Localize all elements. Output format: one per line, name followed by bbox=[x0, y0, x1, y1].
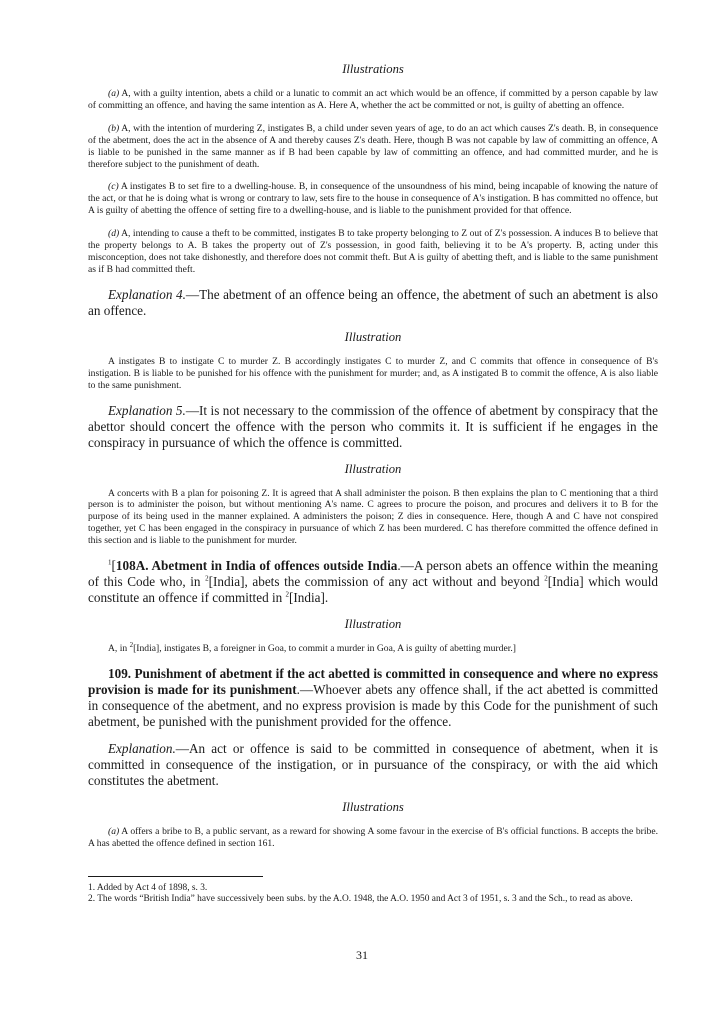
bracket: [ bbox=[111, 558, 116, 574]
explanation-text: —The abetment of an offence being an offence, the abetment of such an abetment is also an offence. bbox=[88, 286, 658, 318]
footnote-divider bbox=[88, 876, 263, 877]
illustration-a bbox=[88, 88, 658, 112]
illustration-label: (c) bbox=[108, 181, 119, 193]
explanation-5 bbox=[88, 403, 658, 451]
illustration-heading: Illustration bbox=[344, 329, 402, 344]
illustrations-heading: Illustrations bbox=[342, 62, 404, 76]
illustration-explanation-5: A concerts with B a plan for poisoning Z. It is agreed that A shall administer the poison. B then explains the plan to C mentioning that a third person is to administer the poison, but without mentioning A's name. C agrees to procure the poison, and procures and delivers it to B for the purpose of its being used in the manner explained. A administers the poison; Z dies in consequence. Here, though A and C have not conspired together, yet C has been engaged in the conspiracy in pursuance of which Z has been murdered. C has therefore committed the offence defined in this section and is liable to the punishment for murder. bbox=[88, 487, 658, 547]
footnote-1: 1. Added by Act 4 of 1898, s. 3. bbox=[88, 882, 208, 893]
footnote-marker: 2 bbox=[544, 574, 548, 583]
illustration-text: A instigates B to set fire to a dwelling-house. B, in consequence of the unsoundness of his mind, being incapable of knowing the nature of the act, or that he is doing what is wrong or contrary to law, sets fire to the house in consequence of A's instigation. B has committed no offence, but A is guilty of abetting the offence of setting fire to a dwelling-house, and is liable to the punishment provided for that offence. bbox=[88, 181, 658, 217]
illustration-text: [India], instigates B, a foreigner in Goa, to commit a murder in Goa, A is guilty of abetting murder.] bbox=[133, 643, 516, 655]
explanation-text: —It is not necessary to the commission of the offence of abetment by conspiracy that the abettor should concert the offence with the person who commits it. It is sufficient if he engages in the conspiracy in pursuance of which the offence is committed. bbox=[88, 402, 658, 450]
illustration-text: A, with the intention of murdering Z, instigates B, a child under seven years of age, to do an act which causes Z's death. B, in consequence of the abetment, does the act in the absence of A and thereby causes Z's death. Here, though B was not capable by law of committing an offence, A is liable to be punished in the same manner as if B had been capable by law of committing an offence, and had committed murder, and he is therefore subject to the punishment of death. bbox=[88, 122, 658, 170]
illustration-b bbox=[88, 123, 658, 171]
footnote-2: 2. The words “British India” have successively been subs. by the A.O. 1948, the A.O. 1950 and Act 3 of 1951, s. 3 and the Sch., to read as above. bbox=[88, 894, 633, 905]
footnote-marker: 2 bbox=[129, 640, 134, 649]
page-number: 31 bbox=[356, 948, 368, 962]
footnote-marker: 2 bbox=[205, 574, 209, 583]
explanation-label: Explanation 4. bbox=[108, 286, 186, 302]
explanation-text: —An act or offence is said to be committed in consequence of abetment, when it is committed in consequence of the instigation, or in pursuance of the conspiracy, or with the aid which constitutes the abetment. bbox=[88, 740, 658, 788]
illustration-text: A offers a bribe to B, a public servant, as a reward for showing A some favour in the exercise of B's official functions. B accepts the bribe. A has abetted the offence defined in section 161. bbox=[88, 825, 658, 849]
illustration-text: A, in bbox=[108, 643, 130, 655]
explanation-label: Explanation 5. bbox=[108, 402, 186, 418]
explanation-4 bbox=[88, 287, 658, 319]
illustration-108a bbox=[88, 640, 658, 655]
section-title: 109. Punishment of abetment if the act abetted is committed in consequence and where no express provision is made for its punishment bbox=[88, 665, 658, 697]
illustration-label: (d) bbox=[108, 228, 120, 240]
illustration-109-a bbox=[88, 826, 658, 850]
section-text: [India] which would constitute an offence if committed in bbox=[88, 574, 658, 606]
illustration-explanation-4: A instigates B to instigate C to murder Z. B accordingly instigates C to murder Z, and C commits that offence in consequence of B's instigation. B is liable to be punished for his offence with the punishment for murder; and, as A instigated B to commit the offence, A is also liable to the same punishment. bbox=[88, 355, 658, 391]
section-text: [India], abets the commission of any act without and beyond bbox=[208, 574, 545, 590]
illustration-text: A, with a guilty intention, abets a child or a lunatic to commit an act which would be an offence, if committed by a person capable by law of committing an offence, and having the same intention as A. Here A, whether the act be committed or not, is guilty of abetting an offence. bbox=[88, 88, 658, 111]
illustration-c bbox=[88, 181, 658, 217]
footnote-marker: 1 bbox=[108, 558, 112, 567]
section-text: .—A person abets an offence within the meaning of this Code who, in bbox=[88, 558, 658, 590]
section-text: .—Whoever abets any offence shall, if the act abetted is committed in consequence of the abetment, and no express provision is made by this Code for the punishment of such abetment, be punished with the punishment provided for the offence. bbox=[88, 681, 658, 729]
illustration-label: (b) bbox=[108, 122, 120, 134]
page-body bbox=[88, 62, 658, 906]
illustration-label: (a) bbox=[108, 88, 120, 99]
explanation-label: Explanation. bbox=[108, 740, 176, 756]
section-title: 108A. Abetment in India of offences outside India bbox=[115, 558, 398, 574]
section-108a bbox=[88, 558, 658, 606]
section-109 bbox=[88, 666, 658, 730]
illustration-heading: Illustration bbox=[344, 617, 402, 632]
illustration-d bbox=[88, 228, 658, 276]
footnote-marker: 2 bbox=[285, 590, 290, 599]
illustrations-heading: Illustrations bbox=[342, 799, 404, 814]
illustration-heading: Illustration bbox=[344, 461, 402, 476]
section-text: [India]. bbox=[289, 590, 329, 606]
illustration-label: (a) bbox=[108, 825, 120, 837]
illustration-text: A, intending to cause a theft to be committed, instigates B to take property belonging to Z out of Z's possession. A induces B to believe that the property belongs to A. B takes the property out of Z's possession, in good faith, believing it to be A's property. B, acting under this misconception, does not take dishonestly, and therefore does not commit theft. But A is guilty of abetting theft, and is liable to the same punishment as if B had committed theft. bbox=[88, 228, 658, 275]
explanation-109 bbox=[88, 741, 658, 789]
